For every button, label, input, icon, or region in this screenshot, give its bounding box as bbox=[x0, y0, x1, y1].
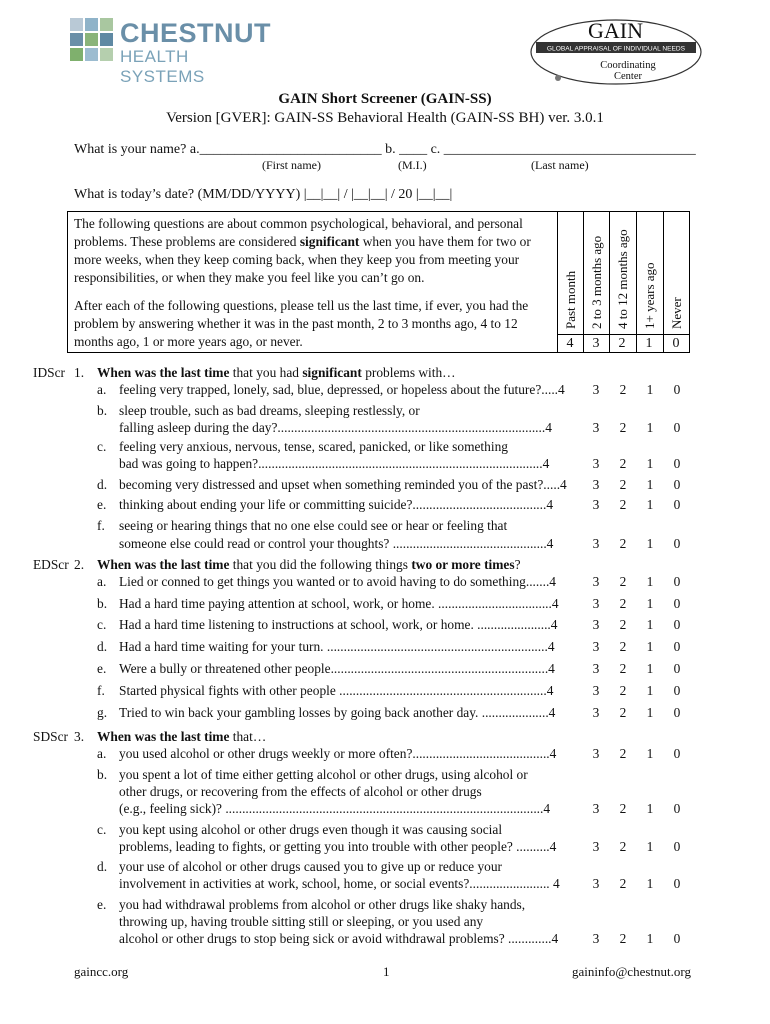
answer-option[interactable]: 2 bbox=[619, 876, 627, 891]
answer-option[interactable]: 3 bbox=[592, 801, 600, 816]
answer-option[interactable]: 1 bbox=[646, 639, 654, 654]
item-text: Were a bully or threatened other people.................................................................4 bbox=[119, 661, 555, 676]
answer-option[interactable]: 0 bbox=[673, 839, 681, 854]
section-id: EDScr bbox=[33, 557, 69, 572]
question-number: 2. bbox=[74, 557, 85, 572]
date-prompt[interactable]: What is today’s date? (MM/DD/YYYY) |__|__| / |__|__| / 20 |__|__| bbox=[74, 187, 453, 202]
answer-option[interactable]: 2 bbox=[619, 617, 627, 632]
item-text: other drugs, or recovering from the effects of alcohol or other drugs bbox=[119, 784, 482, 799]
answer-option[interactable]: 2 bbox=[619, 497, 627, 512]
gain-center-line1: Coordinating bbox=[600, 60, 656, 71]
answer-option[interactable]: 0 bbox=[673, 705, 681, 720]
answer-option[interactable]: 1 bbox=[646, 617, 654, 632]
question-number: 3. bbox=[74, 729, 85, 744]
item-text: involvement in activities at work, school, home, or social events?........................ 4 bbox=[119, 876, 560, 891]
item-text: throwing up, having trouble sitting still or sleeping, or you used any bbox=[119, 914, 484, 929]
column-header-1-plus-years: 1+ years ago bbox=[642, 262, 657, 329]
answer-option[interactable]: 0 bbox=[673, 477, 681, 492]
answer-option[interactable]: 3 bbox=[592, 683, 600, 698]
gain-name: GAIN bbox=[588, 18, 643, 43]
item-letter: a. bbox=[97, 574, 107, 589]
item-letter: b. bbox=[97, 403, 108, 418]
answer-option[interactable]: 1 bbox=[646, 661, 654, 676]
answer-option[interactable]: 3 bbox=[592, 574, 600, 589]
answer-option[interactable]: 2 bbox=[619, 477, 627, 492]
answer-option[interactable]: 2 bbox=[619, 639, 627, 654]
answer-option[interactable]: 3 bbox=[592, 497, 600, 512]
answer-option[interactable]: 3 bbox=[592, 456, 600, 471]
footer-page-number: 1 bbox=[383, 964, 390, 979]
answer-option[interactable]: 3 bbox=[592, 746, 600, 761]
answer-option[interactable]: 0 bbox=[673, 456, 681, 471]
answer-option[interactable]: 3 bbox=[592, 705, 600, 720]
answer-option[interactable]: 2 bbox=[619, 839, 627, 854]
answer-option[interactable]: 0 bbox=[673, 617, 681, 632]
item-text: you spent a lot of time either getting alcohol or other drugs, using alcohol or bbox=[119, 767, 528, 782]
answer-option[interactable]: 3 bbox=[592, 596, 600, 611]
answer-option[interactable]: 3 bbox=[592, 931, 600, 946]
item-text: someone else could read or control your thoughts? ..............................................4 bbox=[119, 536, 554, 551]
item-text: problems, leading to fights, or getting you into trouble with other people? ..........4 bbox=[119, 839, 557, 854]
item-letter: a. bbox=[97, 382, 107, 397]
column-header-4-12-months: 4 to 12 months ago bbox=[615, 229, 630, 329]
answer-option[interactable]: 2 bbox=[619, 746, 627, 761]
answer-option[interactable]: 2 bbox=[619, 661, 627, 676]
answer-option[interactable]: 0 bbox=[673, 497, 681, 512]
answer-option[interactable]: 2 bbox=[619, 596, 627, 611]
answer-option[interactable]: 1 bbox=[646, 477, 654, 492]
item-text: falling asleep during the day?................................................................................4 bbox=[119, 420, 552, 435]
item-letter: a. bbox=[97, 746, 107, 761]
column-divider bbox=[609, 211, 610, 353]
answer-option[interactable]: 1 bbox=[646, 876, 654, 891]
instruction-paragraph-2: After each of the following questions, please tell us the last time, if ever, you had the problem by answering whether it was in the past month, 2 to 3 months ago, 4 to 12 months ago, 1 or more years ago, or never. bbox=[74, 298, 529, 349]
item-text: you used alcohol or other drugs weekly or more often?.........................................4 bbox=[119, 746, 557, 761]
item-letter: d. bbox=[97, 477, 108, 492]
column-header-never: Never bbox=[669, 297, 684, 329]
chestnut-logo bbox=[70, 18, 271, 86]
answer-option[interactable]: 1 bbox=[646, 497, 654, 512]
column-value: 1 bbox=[645, 336, 653, 351]
column-value: 3 bbox=[592, 336, 600, 351]
item-letter: c. bbox=[97, 822, 107, 837]
answer-option[interactable]: 3 bbox=[592, 839, 600, 854]
last-name-caption: (Last name) bbox=[531, 158, 589, 172]
column-divider bbox=[663, 211, 664, 353]
gain-logo bbox=[528, 14, 704, 90]
item-text: becoming very distressed and upset when something reminded you of the past?.....4 bbox=[119, 477, 567, 492]
question-stem: When was the last time that… bbox=[97, 729, 267, 744]
answer-option[interactable]: 2 bbox=[619, 536, 627, 551]
item-letter: c. bbox=[97, 617, 107, 632]
item-text: Had a hard time paying attention at school, work, or home. ..................................4 bbox=[119, 596, 559, 611]
answer-option[interactable]: 2 bbox=[619, 456, 627, 471]
answer-option[interactable]: 1 bbox=[646, 456, 654, 471]
item-text: bad was going to happen?.....................................................................................4 bbox=[119, 456, 550, 471]
column-value: 4 bbox=[566, 336, 574, 351]
answer-option[interactable]: 0 bbox=[673, 382, 681, 397]
name-prompt[interactable]: What is your name? a.__________________________ b. ____ c. ____________________________________ bbox=[74, 142, 696, 157]
gain-banner: GLOBAL APPRAISAL OF INDIVIDUAL NEEDS bbox=[546, 45, 686, 53]
chestnut-name: CHESTNUT bbox=[120, 18, 271, 48]
item-letter: f. bbox=[97, 683, 105, 698]
answer-option[interactable]: 1 bbox=[646, 839, 654, 854]
answer-option[interactable]: 1 bbox=[646, 931, 654, 946]
item-letter: g. bbox=[97, 705, 108, 720]
answer-option[interactable]: 3 bbox=[592, 617, 600, 632]
item-text: sleep trouble, such as bad dreams, sleeping restlessly, or bbox=[119, 403, 420, 418]
item-text: Had a hard time waiting for your turn. ..................................................................4 bbox=[119, 639, 555, 654]
item-text: feeling very trapped, lonely, sad, blue, depressed, or hopeless about the future?.....4 bbox=[119, 382, 565, 397]
item-text: Started physical fights with other people ..............................................................4 bbox=[119, 683, 554, 698]
item-letter: e. bbox=[97, 661, 107, 676]
answer-option[interactable]: 3 bbox=[592, 639, 600, 654]
answer-option[interactable]: 0 bbox=[673, 536, 681, 551]
answer-option[interactable]: 3 bbox=[592, 876, 600, 891]
answer-option[interactable]: 0 bbox=[673, 420, 681, 435]
item-letter: b. bbox=[97, 767, 108, 782]
item-text: alcohol or other drugs to stop being sick or avoid withdrawal problems? .............4 bbox=[119, 931, 559, 946]
gain-emblem-icon bbox=[528, 14, 704, 90]
item-text: Had a hard time listening to instructions at school, work, or home. ......................4 bbox=[119, 617, 558, 632]
answer-option[interactable]: 2 bbox=[619, 931, 627, 946]
answer-option[interactable]: 1 bbox=[646, 746, 654, 761]
item-text: Lied or conned to get things you wanted or to avoid having to do something.......4 bbox=[119, 574, 556, 589]
column-divider bbox=[636, 211, 637, 353]
answer-option[interactable]: 0 bbox=[673, 683, 681, 698]
mi-caption: (M.I.) bbox=[398, 158, 427, 172]
item-letter: b. bbox=[97, 596, 108, 611]
question-number: 1. bbox=[74, 365, 85, 380]
item-text: your use of alcohol or other drugs caused you to give up or reduce your bbox=[119, 859, 503, 874]
item-text: thinking about ending your life or committing suicide?........................................4 bbox=[119, 497, 554, 512]
section-id: SDScr bbox=[33, 729, 68, 744]
question-stem: When was the last time that you had significant problems with… bbox=[97, 365, 456, 380]
answer-option[interactable]: 2 bbox=[619, 705, 627, 720]
item-text: you kept using alcohol or other drugs even though it was causing social bbox=[119, 822, 503, 837]
item-letter: d. bbox=[97, 859, 108, 874]
item-letter: f. bbox=[97, 518, 105, 533]
answer-option[interactable]: 3 bbox=[592, 661, 600, 676]
answer-option[interactable]: 1 bbox=[646, 536, 654, 551]
answer-option[interactable]: 0 bbox=[673, 596, 681, 611]
answer-option[interactable]: 1 bbox=[646, 596, 654, 611]
answer-option[interactable]: 3 bbox=[592, 382, 600, 397]
gain-center-line2: Center bbox=[614, 71, 642, 82]
question-stem: When was the last time that you did the following things two or more times? bbox=[97, 557, 521, 572]
answer-option[interactable]: 3 bbox=[592, 477, 600, 492]
answer-option[interactable]: 2 bbox=[619, 574, 627, 589]
answer-option[interactable]: 1 bbox=[646, 420, 654, 435]
answer-option[interactable]: 2 bbox=[619, 683, 627, 698]
footer-email: gaininfo@chestnut.org bbox=[572, 964, 691, 979]
item-letter: c. bbox=[97, 439, 107, 454]
answer-option[interactable]: 0 bbox=[673, 931, 681, 946]
answer-option[interactable]: 1 bbox=[646, 705, 654, 720]
answer-option[interactable]: 0 bbox=[673, 661, 681, 676]
item-letter: e. bbox=[97, 497, 107, 512]
item-letter: d. bbox=[97, 639, 108, 654]
column-header-rule bbox=[557, 334, 690, 335]
answer-option[interactable]: 2 bbox=[619, 420, 627, 435]
form-title: GAIN Short Screener (GAIN-SS) bbox=[278, 91, 492, 107]
form-version: Version [GVER]: GAIN-SS Behavioral Health (GAIN-SS BH) ver. 3.0.1 bbox=[166, 110, 604, 126]
column-divider bbox=[557, 211, 558, 353]
footer-website: gaincc.org bbox=[74, 964, 129, 979]
answer-option[interactable]: 2 bbox=[619, 382, 627, 397]
answer-option[interactable]: 1 bbox=[646, 801, 654, 816]
item-text: Tried to win back your gambling losses by going back another day. ....................4 bbox=[119, 705, 556, 720]
answer-option[interactable]: 2 bbox=[619, 801, 627, 816]
item-text: seeing or hearing things that no one else could see or hear or feeling that bbox=[119, 518, 508, 533]
answer-option[interactable]: 0 bbox=[673, 801, 681, 816]
column-header-past-month: Past month bbox=[563, 270, 578, 329]
answer-option[interactable]: 0 bbox=[673, 574, 681, 589]
instruction-text bbox=[74, 215, 554, 361]
answer-option[interactable]: 1 bbox=[646, 574, 654, 589]
column-value: 0 bbox=[672, 336, 680, 351]
instruction-paragraph-1: The following questions are about common psychological, behavioral, and personal problems. These problems are considered significant when you have them for two or more weeks, when they keep coming back, when they keep you from meeting your responsibilities, or when they make you feel like you can’t go on. bbox=[74, 216, 531, 285]
section-id: IDScr bbox=[33, 365, 65, 380]
answer-option[interactable]: 1 bbox=[646, 382, 654, 397]
chestnut-subtitle: HEALTH SYSTEMS bbox=[120, 47, 205, 86]
chestnut-grid-icon bbox=[70, 18, 114, 62]
column-divider bbox=[583, 211, 584, 353]
item-text: (e.g., feeling sick)? ...............................................................................................4 bbox=[119, 801, 551, 816]
answer-option[interactable]: 3 bbox=[592, 536, 600, 551]
item-text: feeling very anxious, nervous, tense, scared, panicked, or like something bbox=[119, 439, 508, 454]
answer-option[interactable]: 0 bbox=[673, 746, 681, 761]
answer-option[interactable]: 3 bbox=[592, 420, 600, 435]
column-value: 2 bbox=[618, 336, 626, 351]
answer-option[interactable]: 0 bbox=[673, 876, 681, 891]
answer-option[interactable]: 1 bbox=[646, 683, 654, 698]
answer-option[interactable]: 0 bbox=[673, 639, 681, 654]
first-name-caption: (First name) bbox=[262, 158, 321, 172]
column-header-2-3-months: 2 to 3 months ago bbox=[589, 235, 604, 329]
item-text: you had withdrawal problems from alcohol or other drugs like shaky hands, bbox=[119, 897, 526, 912]
item-letter: e. bbox=[97, 897, 107, 912]
